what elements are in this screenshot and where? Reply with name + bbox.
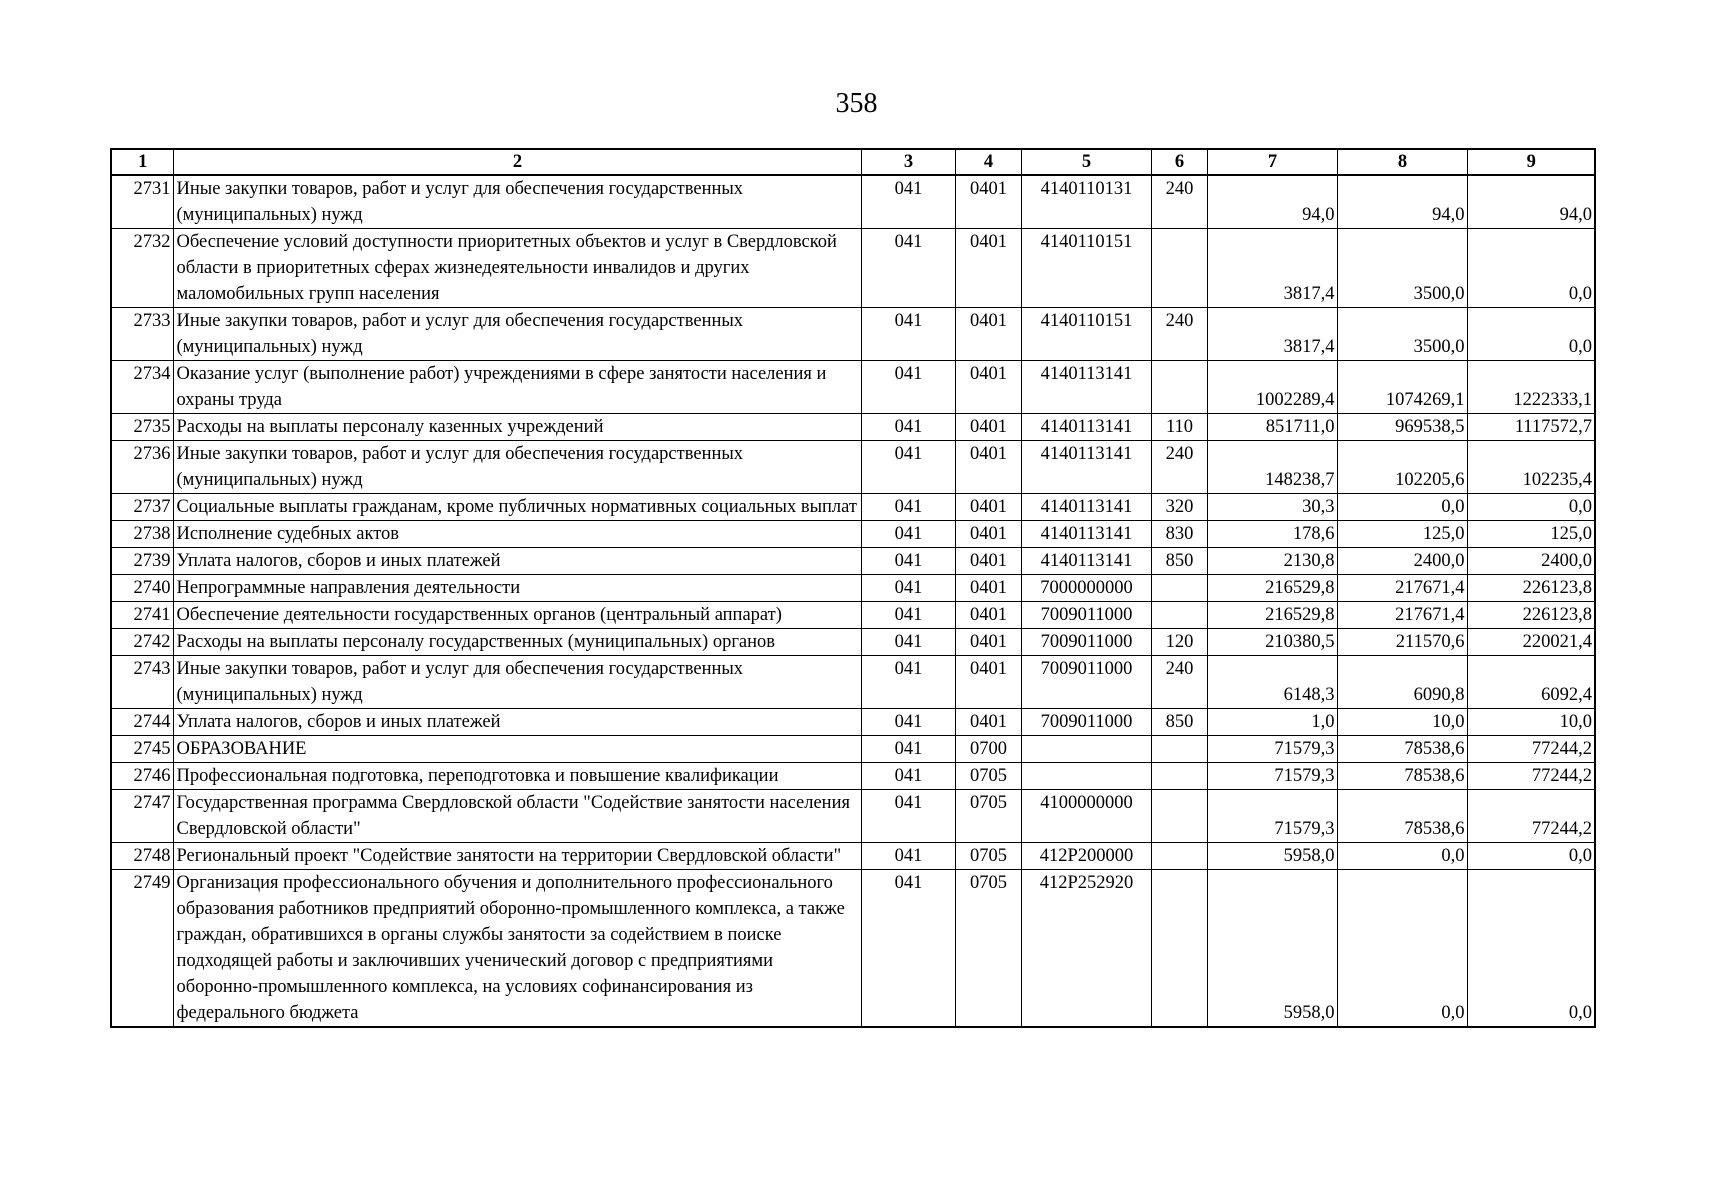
ministry-code: 041 [861, 575, 955, 602]
amount-col-9: 102235,4 [1467, 441, 1595, 494]
target-article-code: 7009011000 [1021, 602, 1151, 629]
section-code: 0705 [955, 870, 1021, 1028]
row-name: Иные закупки товаров, работ и услуг для обеспечения государственных (муниципальных) нужд [173, 175, 861, 229]
ministry-code: 041 [861, 521, 955, 548]
ministry-code: 041 [861, 870, 955, 1028]
amount-col-8: 969538,5 [1337, 414, 1467, 441]
row-name: Иные закупки товаров, работ и услуг для обеспечения государственных (муниципальных) нужд [173, 308, 861, 361]
amount-col-8: 6090,8 [1337, 656, 1467, 709]
row-name: Государственная программа Свердловской области "Содействие занятости населения Свердловской области" [173, 790, 861, 843]
section-code: 0401 [955, 575, 1021, 602]
row-name: Региональный проект "Содействие занятости на территории Свердловской области" [173, 843, 861, 870]
ministry-code: 041 [861, 494, 955, 521]
row-number: 2733 [111, 308, 173, 361]
column-header: 8 [1337, 149, 1467, 175]
amount-col-7: 71579,3 [1207, 790, 1337, 843]
section-code: 0705 [955, 763, 1021, 790]
target-article-code: 4140110151 [1021, 308, 1151, 361]
amount-col-9: 125,0 [1467, 521, 1595, 548]
amount-col-7: 94,0 [1207, 175, 1337, 229]
amount-col-8: 78538,6 [1337, 790, 1467, 843]
target-article-code: 412P252920 [1021, 870, 1151, 1028]
row-number: 2741 [111, 602, 173, 629]
expense-type-code: 120 [1151, 629, 1207, 656]
ministry-code: 041 [861, 790, 955, 843]
section-code: 0705 [955, 790, 1021, 843]
table-row [111, 656, 1595, 709]
amount-col-9: 0,0 [1467, 494, 1595, 521]
expense-type-code: 850 [1151, 709, 1207, 736]
amount-col-7: 216529,8 [1207, 602, 1337, 629]
amount-col-7: 71579,3 [1207, 736, 1337, 763]
row-name: Расходы на выплаты персоналу государственных (муниципальных) органов [173, 629, 861, 656]
amount-col-9: 226123,8 [1467, 575, 1595, 602]
ministry-code: 041 [861, 441, 955, 494]
section-code: 0700 [955, 736, 1021, 763]
row-name: Расходы на выплаты персоналу казенных учреждений [173, 414, 861, 441]
amount-col-7: 148238,7 [1207, 441, 1337, 494]
section-code: 0401 [955, 361, 1021, 414]
amount-col-8: 211570,6 [1337, 629, 1467, 656]
amount-col-8: 1074269,1 [1337, 361, 1467, 414]
row-number: 2739 [111, 548, 173, 575]
column-header: 5 [1021, 149, 1151, 175]
section-code: 0705 [955, 843, 1021, 870]
amount-col-8: 94,0 [1337, 175, 1467, 229]
table-row [111, 629, 1595, 656]
section-code: 0401 [955, 441, 1021, 494]
section-code: 0401 [955, 521, 1021, 548]
ministry-code: 041 [861, 175, 955, 229]
row-number: 2749 [111, 870, 173, 1028]
column-header: 2 [173, 149, 861, 175]
target-article-code: 4140113141 [1021, 361, 1151, 414]
amount-col-8: 0,0 [1337, 870, 1467, 1028]
amount-col-9: 10,0 [1467, 709, 1595, 736]
ministry-code: 041 [861, 308, 955, 361]
amount-col-9: 94,0 [1467, 175, 1595, 229]
row-name: Непрограммные направления деятельности [173, 575, 861, 602]
expense-type-code [1151, 602, 1207, 629]
expense-type-code [1151, 229, 1207, 308]
expense-type-code [1151, 790, 1207, 843]
table-row [111, 441, 1595, 494]
column-header: 7 [1207, 149, 1337, 175]
target-article-code: 7000000000 [1021, 575, 1151, 602]
table-row [111, 414, 1595, 441]
budget-table [110, 148, 1596, 1028]
section-code: 0401 [955, 175, 1021, 229]
target-article-code: 4140113141 [1021, 494, 1151, 521]
ministry-code: 041 [861, 229, 955, 308]
amount-col-7: 210380,5 [1207, 629, 1337, 656]
amount-col-9: 220021,4 [1467, 629, 1595, 656]
table-row [111, 843, 1595, 870]
row-number: 2748 [111, 843, 173, 870]
amount-col-9: 77244,2 [1467, 763, 1595, 790]
row-number: 2734 [111, 361, 173, 414]
expense-type-code: 240 [1151, 308, 1207, 361]
row-number: 2735 [111, 414, 173, 441]
row-number: 2731 [111, 175, 173, 229]
table-row [111, 494, 1595, 521]
row-number: 2737 [111, 494, 173, 521]
amount-col-7: 1,0 [1207, 709, 1337, 736]
row-number: 2743 [111, 656, 173, 709]
target-article-code: 7009011000 [1021, 629, 1151, 656]
table-row [111, 521, 1595, 548]
row-number: 2732 [111, 229, 173, 308]
row-name: Иные закупки товаров, работ и услуг для обеспечения государственных (муниципальных) нужд [173, 441, 861, 494]
row-name: Уплата налогов, сборов и иных платежей [173, 709, 861, 736]
amount-col-9: 0,0 [1467, 308, 1595, 361]
row-number: 2745 [111, 736, 173, 763]
ministry-code: 041 [861, 361, 955, 414]
ministry-code: 041 [861, 736, 955, 763]
section-code: 0401 [955, 494, 1021, 521]
row-number: 2747 [111, 790, 173, 843]
row-name: Оказание услуг (выполнение работ) учреждениями в сфере занятости населения и охраны труда [173, 361, 861, 414]
target-article-code [1021, 763, 1151, 790]
amount-col-9: 0,0 [1467, 870, 1595, 1028]
row-name: Организация профессионального обучения и дополнительного профессионального образования работников предприятий оборонно-промышленного комплекса, а также граждан, обратившихся в органы службы занятости за содействием в поиске подходящей работы и заключивших ученический договор с предприятиями оборонно-промышленного комплекса, на условиях софинансирования из федерального бюджета [173, 870, 861, 1028]
row-name: Уплата налогов, сборов и иных платежей [173, 548, 861, 575]
expense-type-code [1151, 763, 1207, 790]
amount-col-9: 2400,0 [1467, 548, 1595, 575]
row-number: 2738 [111, 521, 173, 548]
section-code: 0401 [955, 414, 1021, 441]
row-number: 2746 [111, 763, 173, 790]
expense-type-code: 110 [1151, 414, 1207, 441]
target-article-code: 4140113141 [1021, 414, 1151, 441]
section-code: 0401 [955, 308, 1021, 361]
ministry-code: 041 [861, 629, 955, 656]
amount-col-7: 5958,0 [1207, 843, 1337, 870]
amount-col-7: 6148,3 [1207, 656, 1337, 709]
column-header: 1 [111, 149, 173, 175]
amount-col-9: 226123,8 [1467, 602, 1595, 629]
table-row [111, 763, 1595, 790]
target-article-code: 7009011000 [1021, 709, 1151, 736]
row-number: 2742 [111, 629, 173, 656]
amount-col-8: 78538,6 [1337, 736, 1467, 763]
amount-col-9: 77244,2 [1467, 736, 1595, 763]
target-article-code: 4140110131 [1021, 175, 1151, 229]
expense-type-code [1151, 575, 1207, 602]
column-header: 3 [861, 149, 955, 175]
amount-col-9: 0,0 [1467, 843, 1595, 870]
header-row [111, 149, 1595, 175]
table-row [111, 736, 1595, 763]
table-row [111, 548, 1595, 575]
table-row [111, 175, 1595, 229]
ministry-code: 041 [861, 656, 955, 709]
amount-col-7: 851711,0 [1207, 414, 1337, 441]
target-article-code [1021, 736, 1151, 763]
target-article-code: 4140113141 [1021, 441, 1151, 494]
amount-col-7: 30,3 [1207, 494, 1337, 521]
table-row [111, 790, 1595, 843]
expense-type-code: 240 [1151, 175, 1207, 229]
expense-type-code: 830 [1151, 521, 1207, 548]
ministry-code: 041 [861, 763, 955, 790]
row-name: Социальные выплаты гражданам, кроме публичных нормативных социальных выплат [173, 494, 861, 521]
expense-type-code [1151, 736, 1207, 763]
ministry-code: 041 [861, 414, 955, 441]
row-number: 2740 [111, 575, 173, 602]
column-header: 6 [1151, 149, 1207, 175]
row-name: ОБРАЗОВАНИЕ [173, 736, 861, 763]
amount-col-8: 217671,4 [1337, 602, 1467, 629]
expense-type-code [1151, 870, 1207, 1028]
ministry-code: 041 [861, 709, 955, 736]
amount-col-8: 102205,6 [1337, 441, 1467, 494]
amount-col-8: 217671,4 [1337, 575, 1467, 602]
expense-type-code [1151, 843, 1207, 870]
table-row [111, 870, 1595, 1028]
expense-type-code: 240 [1151, 656, 1207, 709]
column-header: 4 [955, 149, 1021, 175]
amount-col-9: 1222333,1 [1467, 361, 1595, 414]
target-article-code: 4140110151 [1021, 229, 1151, 308]
amount-col-7: 3817,4 [1207, 229, 1337, 308]
table-row [111, 308, 1595, 361]
amount-col-9: 0,0 [1467, 229, 1595, 308]
amount-col-9: 6092,4 [1467, 656, 1595, 709]
row-number: 2736 [111, 441, 173, 494]
target-article-code: 4140113141 [1021, 548, 1151, 575]
expense-type-code [1151, 361, 1207, 414]
row-name: Исполнение судебных актов [173, 521, 861, 548]
amount-col-7: 5958,0 [1207, 870, 1337, 1028]
column-header: 9 [1467, 149, 1595, 175]
target-article-code: 412P200000 [1021, 843, 1151, 870]
ministry-code: 041 [861, 843, 955, 870]
amount-col-7: 216529,8 [1207, 575, 1337, 602]
table-row [111, 709, 1595, 736]
expense-type-code: 240 [1151, 441, 1207, 494]
amount-col-8: 3500,0 [1337, 308, 1467, 361]
amount-col-8: 0,0 [1337, 494, 1467, 521]
amount-col-9: 1117572,7 [1467, 414, 1595, 441]
section-code: 0401 [955, 602, 1021, 629]
target-article-code: 7009011000 [1021, 656, 1151, 709]
ministry-code: 041 [861, 602, 955, 629]
page-number: 358 [835, 88, 878, 119]
row-name: Обеспечение условий доступности приоритетных объектов и услуг в Свердловской области в приоритетных сферах жизнедеятельности инвалидов и других маломобильных групп населения [173, 229, 861, 308]
amount-col-9: 77244,2 [1467, 790, 1595, 843]
table-row [111, 229, 1595, 308]
target-article-code: 4100000000 [1021, 790, 1151, 843]
section-code: 0401 [955, 229, 1021, 308]
amount-col-8: 10,0 [1337, 709, 1467, 736]
section-code: 0401 [955, 709, 1021, 736]
expense-type-code: 850 [1151, 548, 1207, 575]
row-name: Обеспечение деятельности государственных органов (центральный аппарат) [173, 602, 861, 629]
target-article-code: 4140113141 [1021, 521, 1151, 548]
amount-col-8: 0,0 [1337, 843, 1467, 870]
table-row [111, 575, 1595, 602]
row-name: Профессиональная подготовка, переподготовка и повышение квалификации [173, 763, 861, 790]
amount-col-8: 125,0 [1337, 521, 1467, 548]
amount-col-8: 78538,6 [1337, 763, 1467, 790]
table-row [111, 602, 1595, 629]
amount-col-7: 178,6 [1207, 521, 1337, 548]
amount-col-7: 2130,8 [1207, 548, 1337, 575]
amount-col-7: 1002289,4 [1207, 361, 1337, 414]
row-name: Иные закупки товаров, работ и услуг для обеспечения государственных (муниципальных) нужд [173, 656, 861, 709]
section-code: 0401 [955, 629, 1021, 656]
amount-col-8: 3500,0 [1337, 229, 1467, 308]
table-row [111, 361, 1595, 414]
row-number: 2744 [111, 709, 173, 736]
amount-col-8: 2400,0 [1337, 548, 1467, 575]
ministry-code: 041 [861, 548, 955, 575]
amount-col-7: 3817,4 [1207, 308, 1337, 361]
amount-col-7: 71579,3 [1207, 763, 1337, 790]
section-code: 0401 [955, 548, 1021, 575]
expense-type-code: 320 [1151, 494, 1207, 521]
section-code: 0401 [955, 656, 1021, 709]
